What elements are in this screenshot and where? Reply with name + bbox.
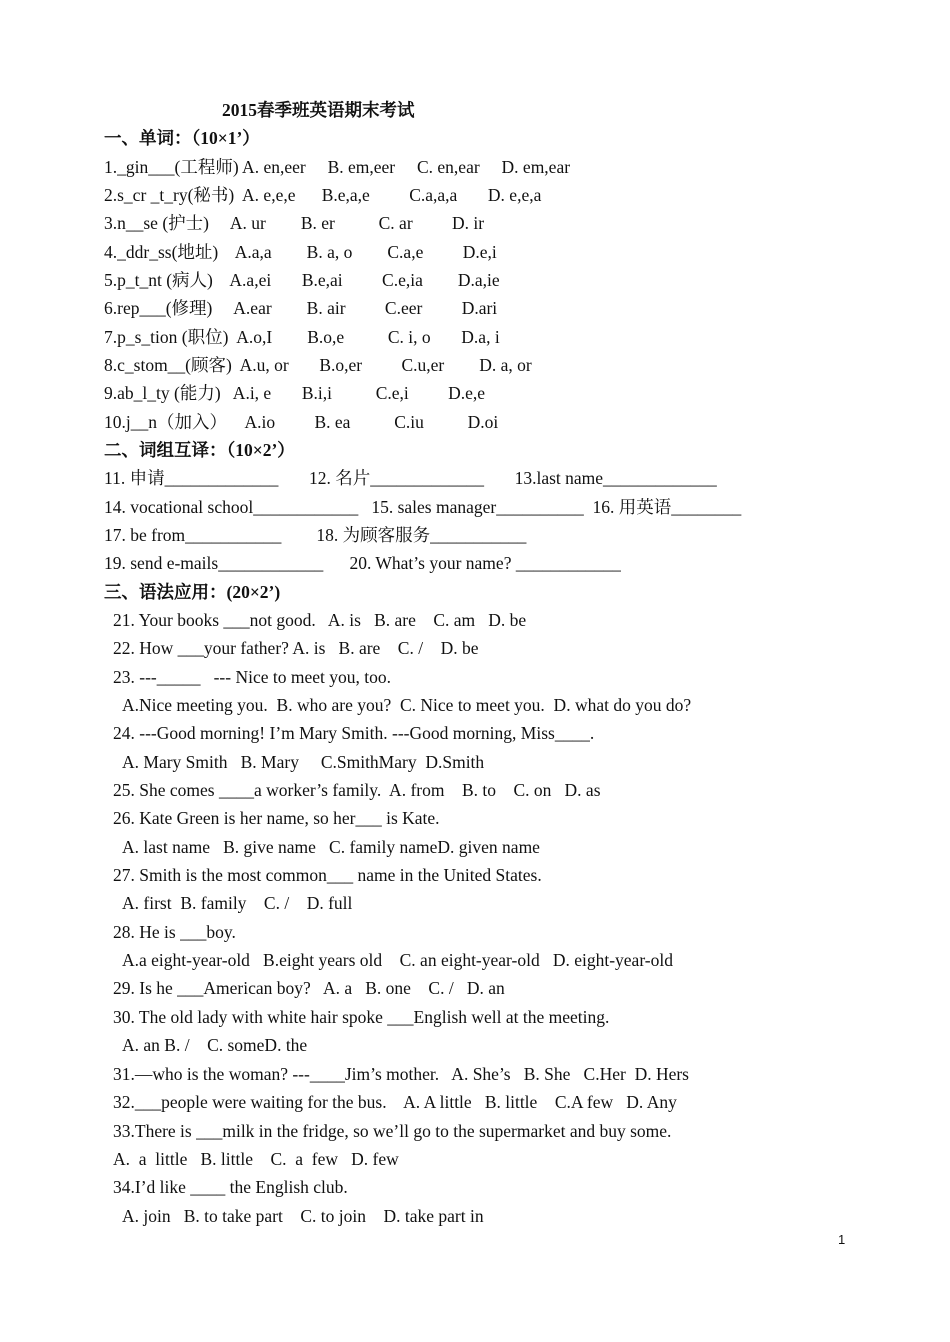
grammar-options-30: A. an B. / C. someD. the [122, 1035, 308, 1055]
grammar-question-33: 33.There is ___milk in the fridge, so we’ll go to the supermarket and buy some. [113, 1121, 672, 1141]
grammar-options-27: A. first B. family C. / D. full [122, 893, 353, 913]
grammar-options-24: A. Mary Smith B. Mary C.SmithMary D.Smith [122, 752, 485, 772]
section-3-heading: 三、语法应用：(20×2’) [104, 582, 281, 602]
grammar-question-23: 23. ---_____ --- Nice to meet you, too. [113, 667, 391, 687]
grammar-question-34: 34.I’d like ____ the English club. [113, 1177, 348, 1197]
vocab-question-8: 8.c_stom__(顾客) A.u, or B.o,er C.u,er D. a, or [104, 355, 532, 375]
phrase-line-3: 17. be from___________ 18. 为顾客服务___________ [104, 525, 527, 545]
grammar-question-26: 26. Kate Green is her name, so her___ is Kate. [113, 808, 440, 828]
grammar-question-21: 21. Your books ___not good. A. is B. are C. am D. be [113, 610, 527, 630]
phrase-line-2: 14. vocational school____________ 15. sales manager__________ 16. 用英语________ [104, 497, 742, 517]
grammar-question-30: 30. The old lady with white hair spoke ___English well at the meeting. [113, 1007, 610, 1027]
grammar-question-24: 24. ---Good morning! I’m Mary Smith. ---Good morning, Miss____. [113, 723, 595, 743]
vocab-question-7: 7.p_s_tion (职位) A.o,I B.o,e C. i, o D.a, i [104, 327, 500, 347]
grammar-question-27: 27. Smith is the most common___ name in the United States. [113, 865, 542, 885]
grammar-question-22: 22. How ___your father? A. is B. are C. / D. be [113, 638, 479, 658]
grammar-options-23: A.Nice meeting you. B. who are you? C. Nice to meet you. D. what do you do? [122, 695, 692, 715]
grammar-question-29: 29. Is he ___American boy? A. a B. one C. / D. an [113, 978, 505, 998]
grammar-question-32: 32.___people were waiting for the bus. A. A little B. little C.A few D. Any [113, 1092, 677, 1112]
section-1-heading: 一、单词：（10×1’） [104, 128, 260, 148]
grammar-question-28: 28. He is ___boy. [113, 922, 236, 942]
grammar-options-33: A. a little B. little C. a few D. few [113, 1149, 399, 1169]
vocab-question-9: 9.ab_l_ty (能力) A.i, e B.i,i C.e,i D.e,e [104, 383, 486, 403]
grammar-options-26: A. last name B. give name C. family nameD. given name [122, 837, 540, 857]
vocab-question-6: 6.rep___(修理) A.ear B. air C.eer D.ari [104, 298, 498, 318]
section-2-heading: 二、词组互译：（10×2’） [104, 440, 295, 460]
vocab-question-4: 4._ddr_ss(地址) A.a,a B. a, o C.a,e D.e,i [104, 242, 497, 262]
vocab-question-10: 10.j__n（加入） A.io B. ea C.iu D.oi [104, 412, 499, 432]
vocab-question-2: 2.s_cr _t_ry(秘书) A. e,e,e B.e,a,e C.a,a,a D. e,e,a [104, 185, 542, 205]
grammar-question-25: 25. She comes ____a worker’s family. A. from B. to C. on D. as [113, 780, 601, 800]
vocab-question-5: 5.p_t_nt (病人) A.a,ei B.e,ai C.e,ia D.a,ie [104, 270, 500, 290]
exam-title: 2015春季班英语期末考试 [222, 100, 415, 120]
phrase-line-4: 19. send e-mails____________ 20. What’s your name? ____________ [104, 553, 621, 573]
grammar-question-31: 31.—who is the woman? ---____Jim’s mother. A. She’s B. She C.Her D. Hers [113, 1064, 689, 1084]
page-number: 1 [838, 1232, 846, 1247]
phrase-line-1: 11. 申请_____________ 12. 名片_____________ 13.last name_____________ [104, 468, 717, 488]
vocab-question-1: 1._gin___(工程师) A. en,eer B. em,eer C. en,ear D. em,ear [104, 157, 571, 177]
vocab-question-3: 3.n__se (护士) A. ur B. er C. ar D. ir [104, 213, 485, 233]
grammar-options-28: A.a eight-year-old B.eight years old C. an eight-year-old D. eight-year-old [122, 950, 673, 970]
grammar-options-34: A. join B. to take part C. to join D. take part in [122, 1206, 484, 1226]
